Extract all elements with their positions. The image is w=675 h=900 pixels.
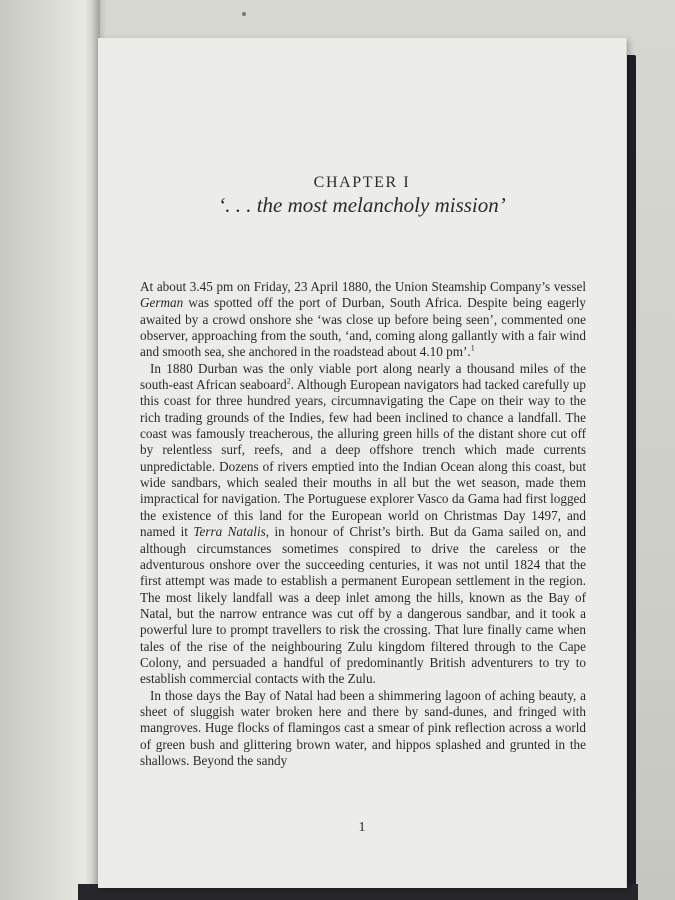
book-page xyxy=(98,38,626,888)
text-run: In those days the Bay of Natal had been a shimmering lagoon of aching beauty, a sheet of sluggish water broken here and there by sand-dunes, and fringed with mangroves. Huge flocks of flamingos cast a smear of pink reflection across a world of green bush and glittering brown water, and hippos splashed and grunted in the shallows. Beyond the sandy xyxy=(140,687,586,768)
text-run: , in honour of Christ’s birth. But da Gama sailed on, and although circumstances sometimes conspired to drive the careless or the adventurous onshore over the succeeding centuries, it was not until 1824 that the first attempt was made to establish a permanent European settlement in the region. The most likely landfall was a deep inlet among the hills, known as the Bay of Natal, but the narrow entrance was cut off by a dangerous sandbar, and it took a powerful lure to prompt travellers to risk the crossing. That lure finally came when tales of the rise of the neighbouring Zulu kingdom filtered through to the Cape Colony, and persuaded a handful of predominantly British adventurers to try to establish commercial contacts with the Zulu. xyxy=(140,524,586,687)
footnote-marker: 2 xyxy=(286,376,291,386)
text-run: In 1880 Durban was the only viable port along nearly a thousand miles of the south-east African seaboard xyxy=(140,360,586,393)
dust-speck xyxy=(242,12,246,16)
text-run: . Although European navigators had tacked carefully up this coast for three hundred years, circumnavigating the Cape on their way to the rich trading grounds of the Indies, few had been inclined to chance a landfall. The coast was famously treacherous, the alluring green hills of the distant shore cut off by relentless surf, reefs, and a deep offshore trench which made currents unpredictable. Dozens of rivers emptied into the Indian Ocean along this coast, but wide sandbars, which sealed their mouths in all but the wet season, made them impractical for navigation. The Portuguese explorer Vasco da Gama had first logged the existence of this land for the European world on Christmas Day 1497, and named it xyxy=(140,377,586,540)
page-number: 1 xyxy=(358,820,366,835)
body-text xyxy=(140,279,586,769)
paragraph xyxy=(140,361,586,688)
facing-page-edge xyxy=(0,0,100,900)
text-run: was spotted off the port of Durban, South Africa. Despite being eagerly awaited by a crowd onshore she ‘was close up before being seen’, commented one observer, approaching from the south, ‘and, coming along gallantly with a fair wind and smooth sea, she anchored in the roadstead about 4.10 pm’. xyxy=(140,295,586,360)
italic-text: Terra Natalis xyxy=(193,524,266,540)
chapter-subtitle: ‘. . . the most melancholy mission’ xyxy=(218,193,506,217)
italic-text: German xyxy=(140,295,184,311)
footnote-marker: 1 xyxy=(470,343,475,353)
text-run: At about 3.45 pm on Friday, 23 April 1880, the Union Steamship Company’s vessel xyxy=(140,279,586,294)
paragraph xyxy=(140,688,586,770)
paragraph xyxy=(140,279,586,361)
chapter-heading: CHAPTER I xyxy=(313,174,411,191)
